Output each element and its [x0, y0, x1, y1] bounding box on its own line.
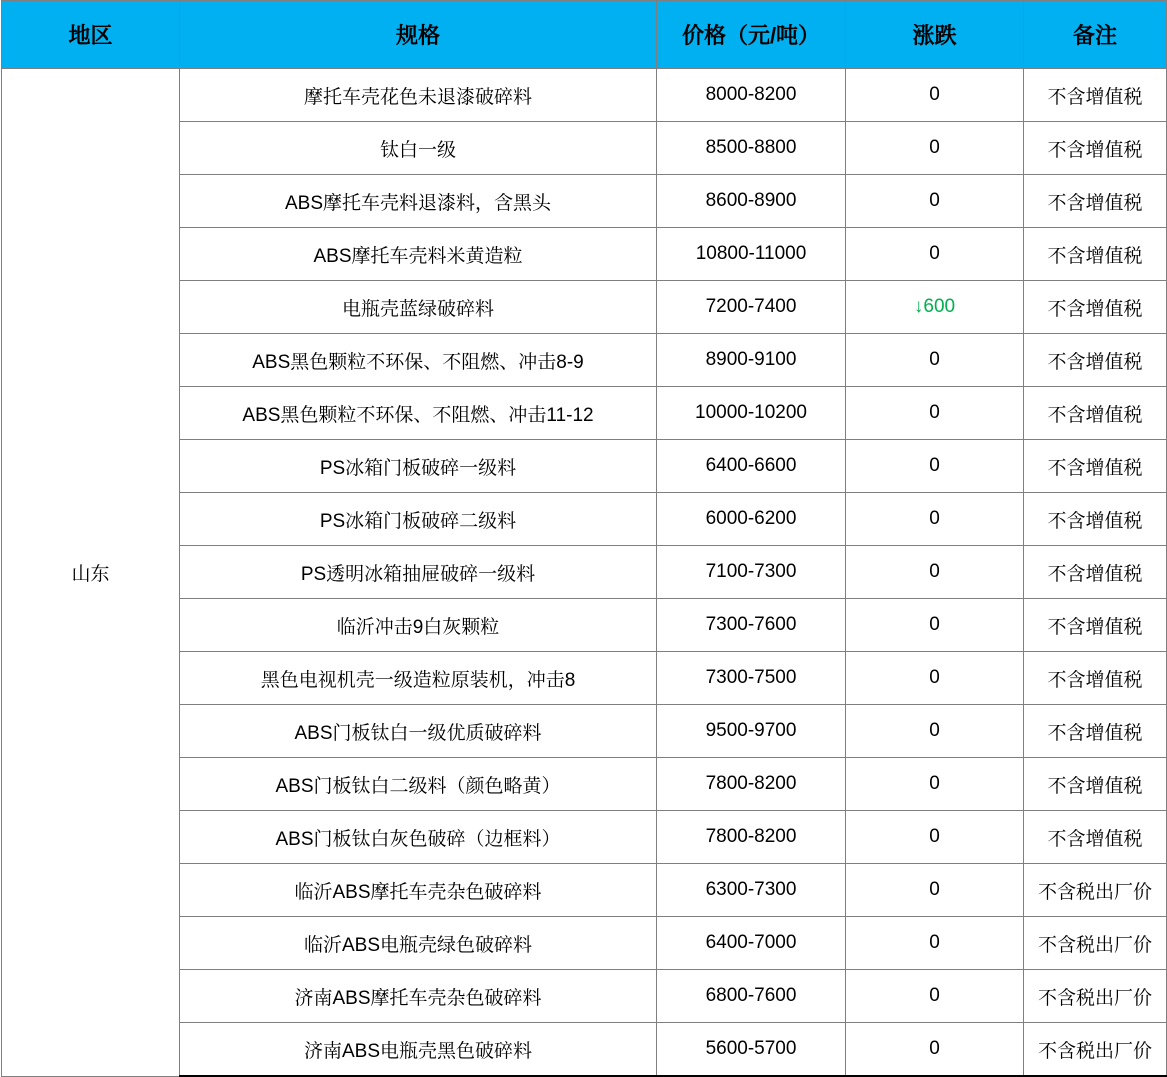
note-cell: 不含增值税 — [1024, 493, 1167, 546]
change-cell: 0 — [846, 652, 1024, 705]
note-cell: 不含增值税 — [1024, 69, 1167, 122]
spec-cell: 摩托车壳花色未退漆破碎料 — [180, 69, 657, 122]
spec-cell: ABS黑色颗粒不环保、不阻燃、冲击11-12 — [180, 387, 657, 440]
change-cell: 0 — [846, 493, 1024, 546]
price-cell: 8000-8200 — [657, 69, 846, 122]
spec-cell: 钛白一级 — [180, 122, 657, 175]
spec-cell: PS冰箱门板破碎一级料 — [180, 440, 657, 493]
change-cell: 0 — [846, 334, 1024, 387]
region-cell: 山东 — [2, 69, 180, 1077]
spec-cell: 临沂ABS电瓶壳绿色破碎料 — [180, 917, 657, 970]
change-cell: 0 — [846, 387, 1024, 440]
spec-cell: 临沂ABS摩托车壳杂色破碎料 — [180, 864, 657, 917]
spec-cell: 济南ABS电瓶壳黑色破碎料 — [180, 1023, 657, 1077]
spec-cell: ABS门板钛白一级优质破碎料 — [180, 705, 657, 758]
spec-cell: ABS摩托车壳料退漆料，含黑头 — [180, 175, 657, 228]
price-cell: 8900-9100 — [657, 334, 846, 387]
price-cell: 7300-7500 — [657, 652, 846, 705]
spec-cell: 济南ABS摩托车壳杂色破碎料 — [180, 970, 657, 1023]
header-row — [2, 1, 1167, 69]
spec-cell: ABS门板钛白灰色破碎（边框料） — [180, 811, 657, 864]
note-cell: 不含税出厂价 — [1024, 864, 1167, 917]
price-cell: 7100-7300 — [657, 546, 846, 599]
change-cell: 0 — [846, 69, 1024, 122]
spec-cell: PS冰箱门板破碎二级料 — [180, 493, 657, 546]
header-change: 涨跌 — [846, 1, 1024, 69]
spec-cell: ABS摩托车壳料米黄造粒 — [180, 228, 657, 281]
note-cell: 不含税出厂价 — [1024, 1023, 1167, 1077]
price-cell: 5600-5700 — [657, 1023, 846, 1077]
change-cell: 0 — [846, 811, 1024, 864]
price-cell: 8500-8800 — [657, 122, 846, 175]
change-cell: 0 — [846, 440, 1024, 493]
price-cell: 7300-7600 — [657, 599, 846, 652]
spec-cell: 电瓶壳蓝绿破碎料 — [180, 281, 657, 334]
price-cell: 6800-7600 — [657, 970, 846, 1023]
price-cell: 6400-6600 — [657, 440, 846, 493]
spec-cell: 黑色电视机壳一级造粒原装机，冲击8 — [180, 652, 657, 705]
note-cell: 不含增值税 — [1024, 281, 1167, 334]
change-cell: 0 — [846, 705, 1024, 758]
header-region: 地区 — [2, 1, 180, 69]
note-cell: 不含增值税 — [1024, 334, 1167, 387]
price-cell: 6400-7000 — [657, 917, 846, 970]
note-cell: 不含增值税 — [1024, 811, 1167, 864]
change-cell: 0 — [846, 1023, 1024, 1077]
change-cell: 0 — [846, 758, 1024, 811]
change-cell: 0 — [846, 599, 1024, 652]
change-cell: 0 — [846, 917, 1024, 970]
price-cell: 7200-7400 — [657, 281, 846, 334]
note-cell: 不含增值税 — [1024, 228, 1167, 281]
table-body — [2, 69, 1167, 1077]
note-cell: 不含税出厂价 — [1024, 917, 1167, 970]
header-spec: 规格 — [180, 1, 657, 69]
price-table — [1, 0, 1167, 1077]
change-cell: 0 — [846, 228, 1024, 281]
note-cell: 不含增值税 — [1024, 122, 1167, 175]
price-cell: 9500-9700 — [657, 705, 846, 758]
note-cell: 不含增值税 — [1024, 705, 1167, 758]
price-cell: 7800-8200 — [657, 758, 846, 811]
note-cell: 不含增值税 — [1024, 758, 1167, 811]
price-cell: 10000-10200 — [657, 387, 846, 440]
note-cell: 不含增值税 — [1024, 387, 1167, 440]
header-price: 价格（元/吨） — [657, 1, 846, 69]
price-cell: 8600-8900 — [657, 175, 846, 228]
change-cell: ↓600 — [846, 281, 1024, 334]
change-cell: 0 — [846, 970, 1024, 1023]
change-cell: 0 — [846, 546, 1024, 599]
spec-cell: 临沂冲击9白灰颗粒 — [180, 599, 657, 652]
note-cell: 不含增值税 — [1024, 546, 1167, 599]
spec-cell: ABS门板钛白二级料（颜色略黄） — [180, 758, 657, 811]
change-cell: 0 — [846, 864, 1024, 917]
change-cell: 0 — [846, 175, 1024, 228]
note-cell: 不含增值税 — [1024, 175, 1167, 228]
table-header — [2, 1, 1167, 69]
table-row — [2, 69, 1167, 122]
price-cell: 10800-11000 — [657, 228, 846, 281]
note-cell: 不含税出厂价 — [1024, 970, 1167, 1023]
spec-cell: PS透明冰箱抽屉破碎一级料 — [180, 546, 657, 599]
change-cell: 0 — [846, 122, 1024, 175]
price-cell: 6000-6200 — [657, 493, 846, 546]
note-cell: 不含增值税 — [1024, 599, 1167, 652]
price-cell: 7800-8200 — [657, 811, 846, 864]
note-cell: 不含增值税 — [1024, 652, 1167, 705]
header-note: 备注 — [1024, 1, 1167, 69]
price-cell: 6300-7300 — [657, 864, 846, 917]
note-cell: 不含增值税 — [1024, 440, 1167, 493]
spec-cell: ABS黑色颗粒不环保、不阻燃、冲击8-9 — [180, 334, 657, 387]
